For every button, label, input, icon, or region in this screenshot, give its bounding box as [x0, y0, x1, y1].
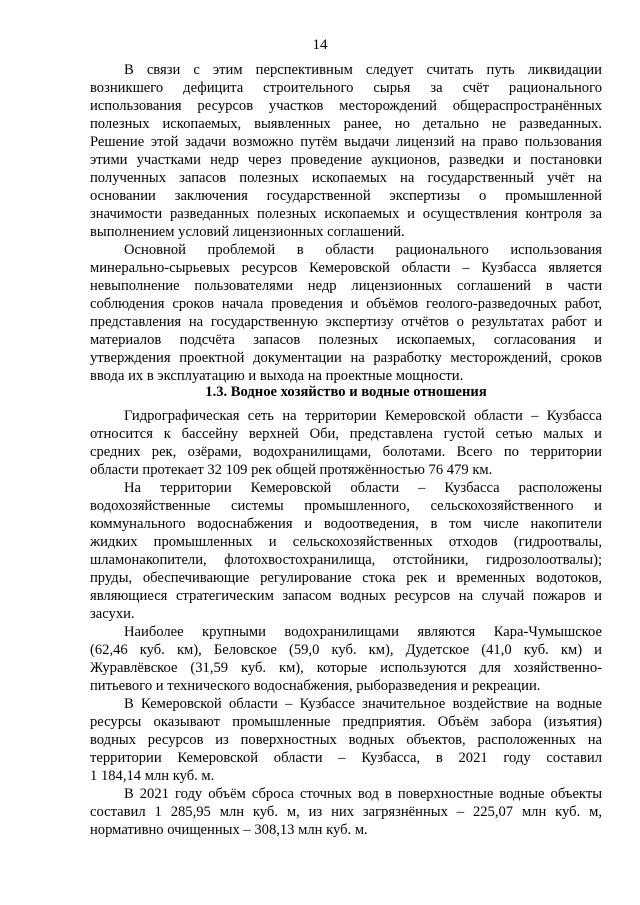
text-line: жидких промышленных и сельскохозяйственных отходов (гидроотвалы,: [90, 534, 602, 550]
text-line: этими участками недр через проведение аукционов, разведки и постановки: [90, 152, 602, 168]
text-line: Основной проблемой в области рационального использования: [124, 242, 602, 258]
text-line: минерально-сырьевых ресурсов Кемеровской области – Кузбасса является: [90, 260, 602, 276]
text-line: Решение этой задачи возможно путём выдачи лицензий на право пользования: [90, 134, 602, 150]
text-line: относится к бассейну верхней Оби, представлена густой сетью малых и: [90, 426, 602, 442]
text-line: питьевого и технического водоснабжения, рыборазведения и рекреации.: [90, 678, 541, 694]
text-line: территории Кемеровской области – Кузбасса, в 2021 году составил: [90, 750, 602, 766]
text-line: коммунального водоснабжения и водоотведения, в том числе накопители: [90, 516, 602, 532]
text-line: основании заключения государственной экспертизы о промышленной: [90, 188, 602, 204]
text-line: засухи.: [90, 606, 135, 622]
text-line: В Кемеровской области – Кузбассе значительное воздействие на водные: [124, 696, 602, 712]
text-line: водных ресурсов из поверхностных водных объектов, расположенных на: [90, 732, 602, 748]
text-line: средних рек, озёрами, водохранилищами, болотами. Всего по территории: [90, 444, 602, 460]
text-line: В связи с этим перспективным следует считать путь ликвидации: [124, 62, 602, 78]
text-line: нормативно очищенных – 308,13 млн куб. м.: [90, 822, 368, 838]
text-line: На территории Кемеровской области – Кузбасса расположены: [124, 480, 602, 496]
text-line: (62,46 куб. км), Беловское (59,0 куб. км), Дудетское (41,0 куб. км) и: [90, 642, 602, 658]
text-line: невыполнение пользователями недр лицензионных соглашений в части: [90, 278, 602, 294]
text-line: значимости разведанных полезных ископаемых и осуществления контроля за: [90, 206, 602, 222]
text-line: полезных ископаемых, выявленных ранее, но детально не разведанных.: [90, 116, 602, 132]
text-line: Гидрографическая сеть на территории Кемеровской области – Кузбасса: [124, 408, 602, 424]
text-line: ресурсы оказывают промышленные предприятия. Объём забора (изъятия): [90, 714, 602, 730]
text-line: представления на государственную экспертизу отчётов о результатах работ и: [90, 314, 602, 330]
text-line: выполнением условий лицензионных соглашений.: [90, 224, 405, 240]
text-line: области протекает 32 109 рек общей протяжённостью 76 479 км.: [90, 462, 493, 478]
text-line: Журавлёвское (31,59 куб. км), которые используются для хозяйственно-: [90, 660, 602, 676]
section-heading: 1.3. Водное хозяйство и водные отношения: [205, 384, 487, 400]
page-number: 14: [312, 37, 328, 53]
text-line: утверждения проектной документации на разработку месторождений, сроков: [90, 350, 602, 366]
text-line: составил 1 285,95 млн куб. м, из них загрязнённых – 225,07 млн куб. м,: [90, 804, 602, 820]
text-line: возникшего дефицита строительного сырья за счёт рационального: [90, 80, 602, 96]
text-line: водохозяйственные системы промышленного, сельскохозяйственного и: [90, 498, 602, 514]
text-line: полученных запасов полезных ископаемых на государственный учёт на: [90, 170, 602, 186]
text-line: использования ресурсов участков месторождений общераспространённых: [90, 98, 602, 114]
text-line: Наиболее крупными водохранилищами являются Кара-Чумышское: [124, 624, 602, 640]
text-line: ввода их в эксплуатацию и выхода на проектные мощности.: [90, 368, 464, 384]
text-line: соблюдения сроков начала проведения и объёмов геолого-разведочных работ,: [90, 296, 602, 312]
text-line: 1 184,14 млн куб. м.: [90, 768, 215, 784]
text-line: материалов подсчёта запасов полезных ископаемых, согласования и: [90, 332, 602, 348]
text-line: пруды, обеспечивающие регулирование стока рек и временных водотоков,: [90, 570, 602, 586]
text-line: являющиеся стратегическим запасом водных ресурсов на случай пожаров и: [90, 588, 602, 604]
text-line: В 2021 году объём сброса сточных вод в поверхностные водные объекты: [124, 786, 602, 802]
text-line: шламонакопители, флотохвостохранилища, отстойники, гидрозолоотвалы);: [90, 552, 602, 568]
